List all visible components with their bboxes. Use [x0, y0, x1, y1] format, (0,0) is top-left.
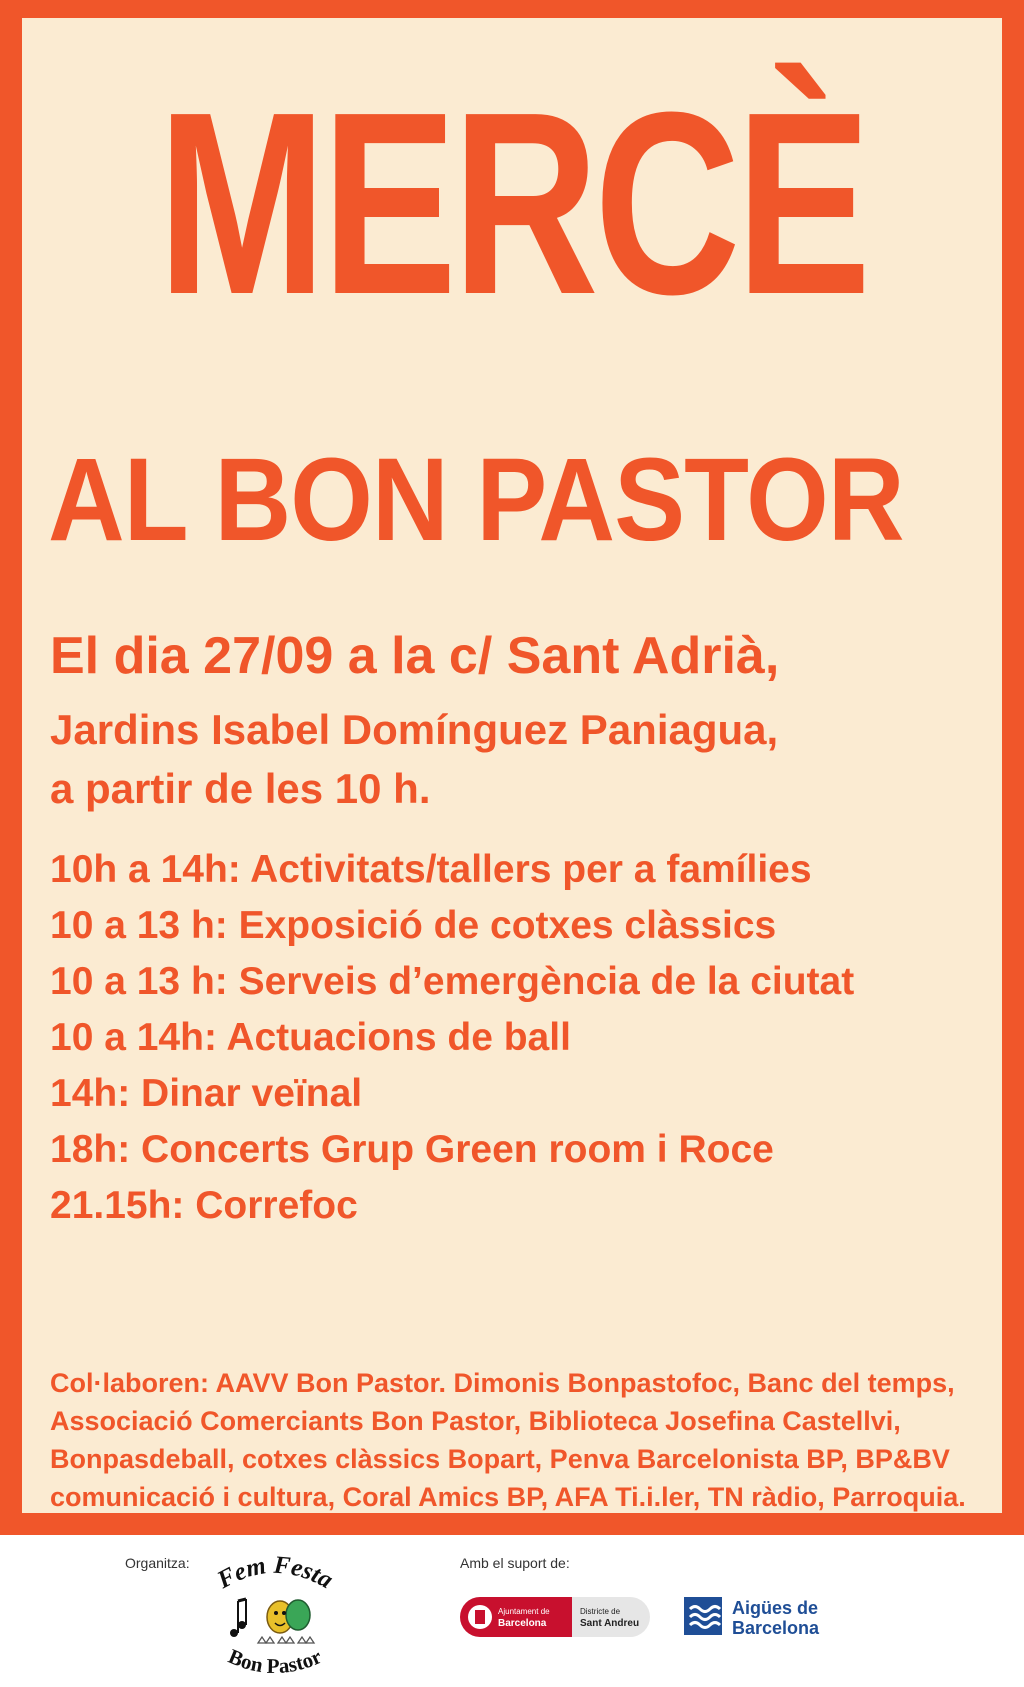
schedule-item: 10h a 14h: Activitats/tallers per a famílies: [50, 848, 812, 891]
aigues-de-barcelona-logo: [684, 1593, 884, 1639]
aigues-line-2: Barcelona: [732, 1618, 820, 1638]
schedule-item: 18h: Concerts Grup Green room i Roce: [50, 1128, 774, 1171]
support-label: Amb el suport de:: [460, 1555, 570, 1571]
schedule-item: 10 a 13 h: Exposició de cotxes clàssics: [50, 904, 777, 947]
fem-festa-bottom-text: Bon Pastor: [224, 1644, 326, 1679]
svg-text:Bon Pastor: [225, 1644, 325, 1678]
aigues-line-1: Aigües de: [732, 1598, 819, 1618]
districte-line-2: Sant Andreu: [580, 1618, 640, 1629]
poster: [22, 18, 1002, 1513]
schedule-list: [50, 842, 854, 1234]
svg-text:Fem Festa: [212, 1552, 337, 1595]
location-line-2: Jardins Isabel Domínguez Paniagua,: [50, 706, 779, 753]
crowns-icon: [258, 1637, 314, 1643]
location-line-3: a partir de les 10 h.: [50, 765, 431, 812]
ajuntament-line-1: Ajuntament de: [498, 1607, 550, 1616]
ajuntament-line-2: Barcelona: [498, 1618, 547, 1629]
collaborators-text: Col·laboren: AAVV Bon Pastor. Dimonis Bonpastofoc, Banc del temps, Associació Comerciants Bon Pastor, Biblioteca Josefina Castellvi, Bonpasdeball, cotxes clàssics Bopart, Penva Barcelonista BP, BP&BV comunicació i cultura, Coral Amics BP, AFA Ti.i.ler, TN ràdio, Parroquia.: [50, 1368, 966, 1512]
location-line-1: El dia 27/09 a la c/ Sant Adrià,: [50, 627, 780, 685]
organizer-label: Organitza:: [125, 1555, 190, 1571]
poster-subtitle: AL BON PASTOR: [48, 434, 904, 566]
schedule-item: 10 a 13 h: Serveis d’emergència de la ciutat: [50, 960, 855, 1003]
masks-icon: [267, 1600, 310, 1633]
schedule-item: 21.15h: Correfoc: [50, 1184, 358, 1227]
schedule-item: 14h: Dinar veïnal: [50, 1072, 363, 1115]
footer: [0, 1535, 1024, 1687]
districte-line-1: Districte de: [580, 1607, 621, 1616]
music-notes-icon: [230, 1599, 246, 1637]
poster-title: MERCÈ: [157, 59, 867, 349]
fem-festa-logo: [200, 1543, 350, 1683]
schedule-item: 10 a 14h: Actuacions de ball: [50, 1016, 571, 1059]
fem-festa-top-text: Fem Festa: [212, 1551, 338, 1595]
ajuntament-barcelona-logo: [460, 1597, 650, 1637]
